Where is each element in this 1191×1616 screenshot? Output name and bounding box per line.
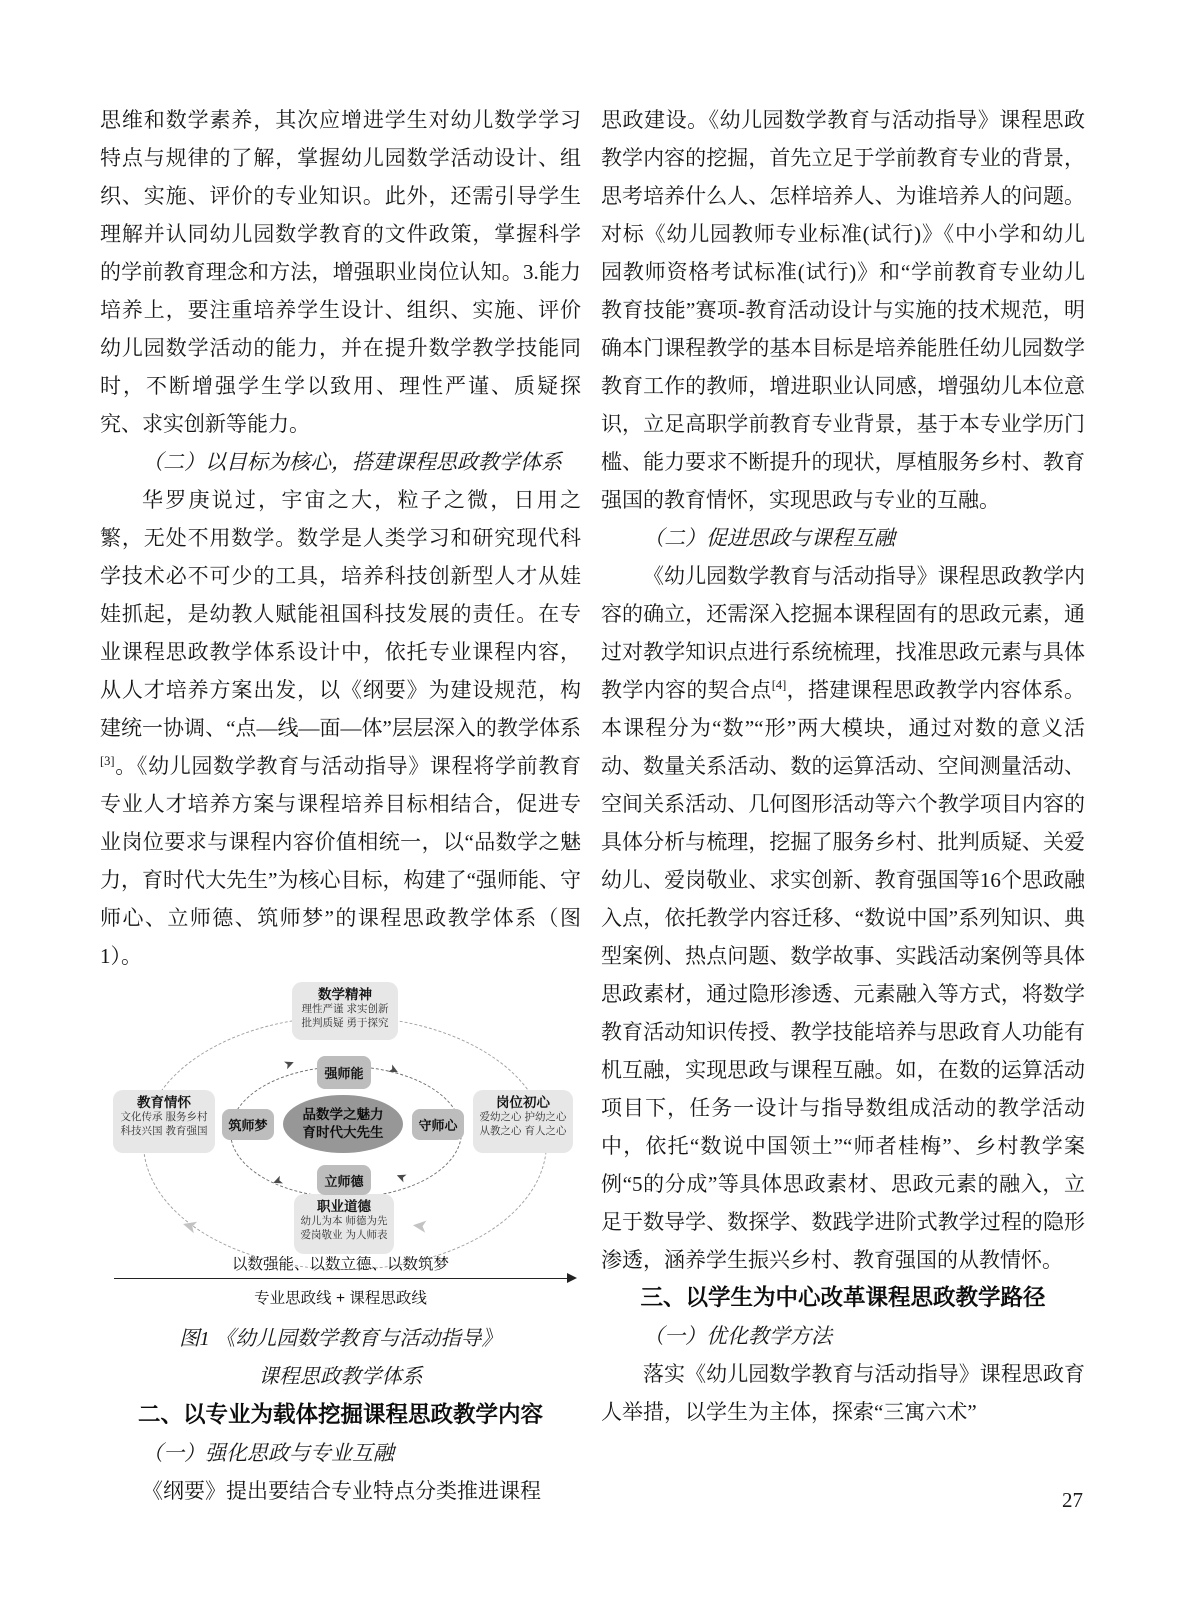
left-column <box>100 101 581 1510</box>
node-detail: 文化传承 服务乡村 <box>120 1111 208 1123</box>
paragraph-text: 。《幼儿园数学教育与活动指导》课程将学前教育专业人才培养方案与课程培养目标相结合，促进专业岗位要求与课程内容价值相统一，以“品数学之魅力，育时代大先生”为核心目标，构建了“强师能、守师心、立师德、筑师梦”的课程思政教学体系（图1）。 <box>100 754 581 968</box>
paragraph: 落实《幼儿园数学教育与活动指导》课程思政育人举措，以学生为主体，探索“三寓六术” <box>601 1362 1085 1424</box>
subsection-heading-3-1: （一）优化教学方法 <box>643 1324 832 1348</box>
axis-sublabel: 专业思政线 + 课程思政线 <box>254 1290 427 1307</box>
center-goal-line: 品数学之魅力 <box>302 1107 384 1122</box>
page-number: 27 <box>1062 1488 1083 1512</box>
pill-establish-teacher-virtue: 立师德 <box>317 1165 371 1195</box>
node-detail: 爱岗敬业 为人师表 <box>300 1228 388 1241</box>
paragraph-continued: 思政建设。《幼儿园数学教育与活动指导》课程思政教学内容的挖掘，首先立足于学前教育专业的背景，思考培养什么人、怎样培养人、为谁培养人的问题。对标《幼儿园教师专业标准(试行)》《中小学和幼儿园教师资格考试标准(试行)》和“学前教育专业幼儿教育技能”赛项-教育活动设计与实施的技术规范，明确本门课程教学的基本目标是培养能胜任幼儿园数学教育工作的教师，增进职业认同感，增强幼儿本位意识，立足高职学前教育专业背景，基于本专业学历门槛、能力要求不断提升的现状，厚植服务乡村、教育强国的教育情怀，实现思政与专业的互融。 <box>601 108 1085 512</box>
pill-build-teacher-dream: 筑师梦 <box>222 1109 274 1140</box>
node-detail: 爱幼之心 护幼之心 <box>479 1111 567 1123</box>
node-education-sentiment <box>113 1090 215 1153</box>
node-detail: 理性严谨 求实创新 <box>301 1003 389 1015</box>
right-column <box>601 101 1085 1431</box>
pill-strengthen-teacher-ability: 强师能 <box>317 1056 371 1089</box>
arrow-icon: ➤ <box>281 1055 298 1074</box>
node-title: 教育情怀 <box>137 1095 191 1110</box>
arrow-icon: ➤ <box>269 1171 286 1190</box>
arrow-icon: ➤ <box>179 1213 201 1239</box>
node-detail: 从教之心 育人之心 <box>479 1124 567 1137</box>
arrow-icon: ➤ <box>393 1167 410 1186</box>
axis-label: 以数强能、以数立德、以数筑梦 <box>231 1256 449 1273</box>
figure-course-ideology-diagram <box>100 978 581 1320</box>
subsection-heading-2: （二）以目标为核心，搭建课程思政教学体系 <box>142 450 562 474</box>
node-professional-ethics <box>294 1194 394 1254</box>
subsection-heading-2-1: （一）强化思政与专业互融 <box>142 1441 394 1465</box>
section-heading-3: 三、以学生为中心改革课程思政教学路径 <box>640 1285 1046 1310</box>
paragraph-continued: 思维和数学素养，其次应增进学生对幼儿数学学习特点与规律的了解，掌握幼儿园数学活动设计、组织、实施、评价的专业知识。此外，还需引导学生理解并认同幼儿园数学教育的文件政策，掌握科学的学前教育理念和方法，增强职业岗位认知。3.能力培养上，要注重培养学生设计、组织、实施、评价幼儿园数学活动的能力，并在提升数学教学技能同时，不断增强学生学以致用、理性严谨、质疑探究、求实创新等能力。 <box>100 108 581 436</box>
node-title: 岗位初心 <box>496 1095 550 1110</box>
footnote-ref-3: [3] <box>100 754 115 768</box>
paragraph <box>100 481 581 975</box>
arrow-icon: ➤ <box>410 1214 429 1238</box>
node-title: 职业道德 <box>317 1199 371 1214</box>
paragraph <box>601 557 1085 1279</box>
axis-arrow-line <box>114 1278 575 1279</box>
node-post-original-aspiration <box>473 1090 573 1153</box>
footnote-ref-4: [4] <box>771 678 787 692</box>
paragraph-text: 华罗庚说过，宇宙之大，粒子之微，日用之繁，无处不用数学。数学是人类学习和研究现代科学技术必不可少的工具，培养科技创新型人才从娃娃抓起，是幼教人赋能祖国科技发展的责任。在专业课程思政教学体系设计中，依托专业课程内容，从人才培养方案出发，以《纲要》为建设规范，构建统一协调、“点—线—面—体”层层深入的教学体系 <box>100 488 581 740</box>
center-goal-ellipse <box>283 1095 403 1153</box>
figure-caption-line1: 图1 《幼儿园数学教育与活动指导》 <box>179 1328 502 1350</box>
paragraph: 《纲要》提出要结合专业特点分类推进课程 <box>142 1479 541 1503</box>
arrow-icon: ➤ <box>385 1061 402 1080</box>
node-title: 数学精神 <box>318 987 372 1002</box>
center-goal-line: 育时代大先生 <box>302 1125 384 1140</box>
section-heading-2: 二、以专业为载体挖掘课程思政教学内容 <box>137 1402 543 1427</box>
subsection-heading-2-2: （二）促进思政与课程互融 <box>643 526 895 550</box>
pill-guard-teacher-heart: 守师心 <box>412 1109 464 1140</box>
node-detail: 批判质疑 勇于探究 <box>301 1016 389 1029</box>
node-detail: 幼儿为本 师德为先 <box>300 1215 388 1227</box>
arrowhead-icon <box>567 1273 577 1283</box>
paragraph-text: 《幼儿园数学教育与活动指导》课程思政教学内容的确立，还需深入挖掘本课程固有的思政元素，通过对教学知识点进行系统梳理，找准思政元素与具体教学内容的契合点 <box>601 564 1085 702</box>
paragraph-text: ，搭建课程思政教学内容体系。本课程分为“数”“形”两大模块，通过对数的意义活动、数量关系活动、数的运算活动、空间测量活动、空间关系活动、几何图形活动等六个教学项目内容的具体分析与梳理，挖掘了服务乡村、批判质疑、关爱幼儿、爱岗敬业、求实创新、教育强国等16个思政融入点，依托教学内容迁移、“数说中国”系列知识、典型案例、热点问题、数学故事、实践活动案例等具体思政素材，通过隐形渗透、元素融入等方式，将数学教育活动知识传授、教学技能培养与思政育人功能有机互融，实现思政与课程互融。如，在数的运算活动项目下，任务一设计与指导数组成活动的教学活动中，依托“数说中国领土”“师者桂梅”、乡村教学案例“5的分成”等具体思政素材、思政元素的融入，立足于数导学、数探学、数践学进阶式教学过程的隐形渗透，涵养学生振兴乡村、教育强国的从教情怀。 <box>601 678 1086 1272</box>
node-detail: 科技兴国 教育强国 <box>120 1124 208 1137</box>
figure-caption-line2: 课程思政教学体系 <box>258 1366 423 1388</box>
node-math-spirit <box>292 982 398 1040</box>
